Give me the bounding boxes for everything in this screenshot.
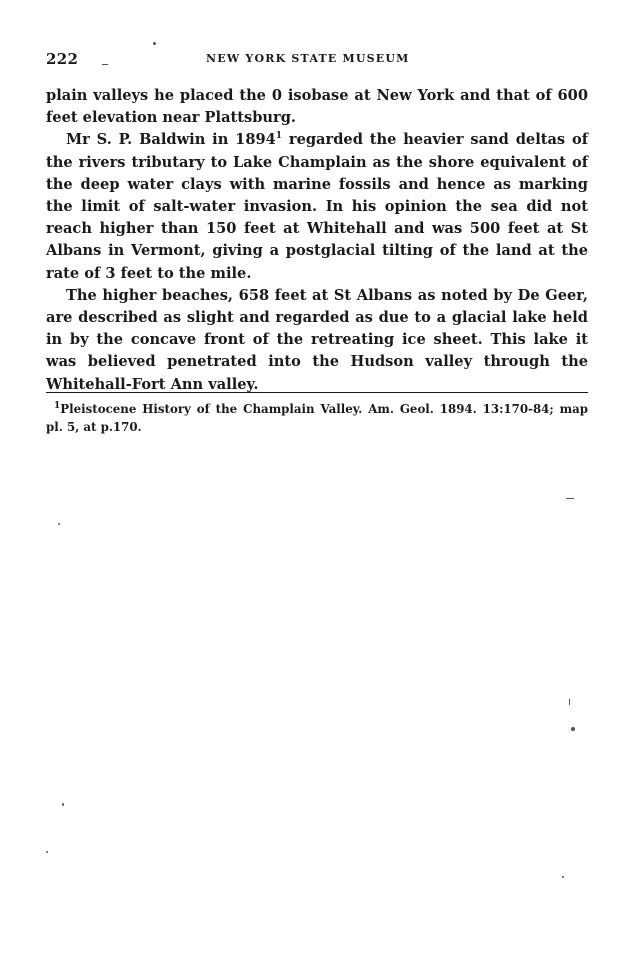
scan-speck	[571, 727, 575, 731]
paragraph-baldwin	[46, 129, 588, 284]
paragraph-baldwin-start: Mr S. P. Baldwin in 1894	[66, 131, 276, 149]
footnote-marker: 1	[54, 401, 61, 412]
footnote-reference: 1	[275, 131, 283, 142]
footnote-text: Pleistocene History of the Champlain Valley. Am. Geol. 1894. 13:170-84; map pl. 5, at p.170.	[46, 402, 588, 434]
running-head: NEW YORK STATE MUSEUM	[206, 52, 410, 65]
footnote	[46, 400, 588, 436]
scan-speck	[102, 64, 108, 65]
scan-speck	[566, 498, 574, 499]
scan-speck	[569, 699, 570, 705]
scan-speck	[562, 876, 564, 878]
scan-speck	[46, 851, 48, 853]
scan-speck	[58, 523, 60, 525]
scan-speck	[62, 803, 64, 806]
page-number: 222	[46, 50, 79, 68]
page-header	[46, 50, 588, 70]
paragraph-baldwin-rest: regarded the heavier sand deltas of the rivers tributary to Lake Champlain as the shore equivalent of the deep water clays with marine fossils and hence as marking the limit of salt-water invasion. In his opinion the sea did not reach higher than 150 feet at Whitehall and was 500 feet at St Albans in Vermont, giving a postglacial tilting of the land at the rate of 3 feet to the mile.	[46, 131, 588, 282]
paragraph-continuation: plain valleys he placed the 0 isobase at New York and that of 600 feet elevation near Plattsburg.	[46, 87, 588, 127]
body-text	[46, 85, 588, 396]
footnote-divider	[46, 392, 588, 393]
footnote-paragraph	[46, 400, 588, 436]
paragraph-higher-beaches: The higher beaches, 658 feet at St Albans as noted by De Geer, are described as slight and regarded as due to a glacial lake held in by the concave front of the retreating ice sheet. This lake it was believed penetrated into the Hudson valley through the Whitehall-Fort Ann valley.	[46, 286, 588, 393]
scan-speck	[153, 42, 156, 45]
